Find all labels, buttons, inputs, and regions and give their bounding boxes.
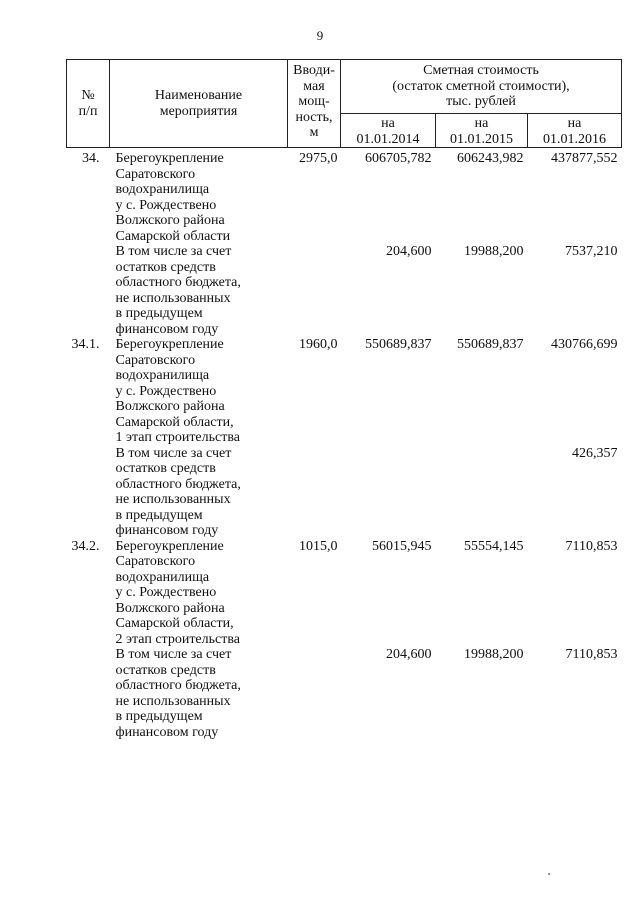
row-power (288, 446, 341, 539)
header-num-line: № (81, 88, 95, 103)
row-name-line: финансовом году (115, 321, 219, 337)
row-name-line: у с. Рождествено (115, 383, 217, 399)
header-power-line: Вводи- (293, 63, 335, 78)
row-value-2016: 7110,853 (565, 647, 618, 662)
row-name-line: 2 этап строительства (115, 631, 240, 647)
row-name-line: Волжского района (115, 213, 225, 228)
row-name-line: Берегоукрепление (115, 337, 224, 352)
header-cost-line: Сметная стоимость (423, 63, 539, 78)
row-power: 1960,0 (299, 337, 338, 352)
table-row (67, 446, 622, 539)
row-number (67, 446, 110, 539)
row-name-line: Волжского района (115, 399, 225, 414)
header-power-line: ность, (295, 109, 333, 125)
row-number: 34.2. (71, 538, 100, 554)
row-value-2016: 7110,853 (565, 538, 618, 554)
row-name (110, 539, 288, 648)
row-name-line: Волжского района (115, 600, 225, 616)
row-value-2016: 7537,210 (565, 244, 618, 259)
row-name-line: Самарской области, (115, 616, 234, 631)
row-name-line: 1 этап строительства (115, 430, 240, 445)
header-date-line: 01.01.2015 (450, 131, 513, 147)
row-power (288, 244, 341, 337)
row-name-line: остатков средств (115, 259, 216, 275)
header-row-top (67, 60, 622, 114)
row-name-line: областного бюджета, (115, 275, 241, 290)
row-value-2014 (341, 446, 436, 539)
table-row (67, 539, 622, 648)
row-power: 1015,0 (299, 538, 338, 554)
row-name (110, 446, 288, 539)
row-name-line: В том числе за счет (115, 244, 232, 259)
row-name-line: водохранилища (115, 182, 210, 197)
row-name-line: Саратовского (115, 554, 196, 569)
row-power (288, 647, 341, 740)
header-date-2015 (436, 114, 528, 148)
page-number: 9 (316, 28, 324, 43)
header-power-line: м (309, 125, 319, 140)
header-date-line: на (381, 116, 395, 131)
header-name (110, 60, 288, 148)
row-name-line: Берегоукрепление (115, 151, 224, 166)
row-value-2016: 430766,699 (551, 337, 618, 352)
table-row (67, 148, 622, 245)
header-name-line: мероприятия (159, 103, 238, 119)
row-name-line: в предыдущем (115, 306, 203, 321)
header-power (288, 60, 341, 148)
row-number (67, 244, 110, 337)
row-name-line: в предыдущем (115, 709, 203, 724)
table-row (67, 337, 622, 446)
row-name-line: Саратовского (115, 352, 196, 368)
row-value-2014: 550689,837 (365, 337, 432, 352)
row-name (110, 647, 288, 740)
header-date-2016 (528, 114, 622, 148)
row-name-line: у с. Рождествено (115, 197, 217, 213)
row-value-2016: 437877,552 (551, 151, 618, 166)
header-cost-line: (остаток сметной стоимости), (392, 78, 570, 94)
header-date-line: на (474, 116, 489, 131)
header-num-line: п/п (78, 103, 98, 119)
row-value-2014: 204,600 (386, 244, 432, 259)
row-name-line: финансовом году (115, 523, 219, 538)
header-date-2014 (341, 114, 436, 148)
row-name (110, 244, 288, 337)
row-name-line: финансовом году (115, 724, 219, 740)
row-value-2015: 55554,145 (464, 538, 524, 554)
row-value-2015 (436, 446, 528, 539)
header-cost-line: тыс. рублей (446, 94, 516, 109)
row-name-line: водохранилища (115, 569, 210, 585)
header-power-line: мая (303, 78, 325, 94)
cost-table (66, 59, 622, 740)
row-value-2015: 19988,200 (464, 647, 524, 662)
row-name-line: водохранилища (115, 368, 210, 383)
row-name-line: остатков средств (115, 662, 216, 678)
row-number (67, 647, 110, 740)
row-value-2014: 204,600 (386, 647, 432, 662)
row-name (110, 148, 288, 245)
scan-speck (548, 873, 550, 875)
row-name-line: В том числе за счет (115, 445, 232, 461)
table-row (67, 647, 622, 740)
row-name-line: у с. Рождествено (115, 585, 217, 600)
row-value-2016: 426,357 (572, 445, 618, 461)
row-value-2014: 606705,782 (365, 151, 432, 166)
header-name-line: Наименование (154, 88, 243, 103)
row-value-2015: 550689,837 (457, 337, 524, 352)
header-power-line: мощ- (298, 94, 330, 109)
row-number: 34. (82, 151, 100, 166)
header-num (67, 60, 110, 148)
row-name-line: Саратовского (115, 166, 196, 182)
header-cost (341, 60, 622, 114)
row-value-2014: 56015,945 (372, 538, 432, 554)
row-name-line: Самарской области, (115, 414, 234, 430)
row-name-line: Самарской области (115, 228, 231, 244)
row-name-line: остатков средств (115, 461, 216, 476)
header-date-line: 01.01.2016 (543, 131, 606, 147)
row-name-line: не использованных (115, 290, 231, 306)
row-name-line: Берегоукрепление (115, 538, 224, 554)
table-row (67, 244, 622, 337)
row-value-2015: 606243,982 (457, 151, 524, 166)
header-date-line: 01.01.2014 (356, 131, 420, 147)
row-name-line: областного бюджета, (115, 678, 241, 693)
row-name (110, 337, 288, 446)
row-name-line: В том числе за счет (115, 647, 232, 662)
row-power: 2975,0 (299, 151, 338, 166)
row-name-line: в предыдущем (115, 507, 203, 523)
row-name-line: не использованных (115, 492, 231, 507)
row-name-line: не использованных (115, 693, 231, 709)
row-number: 34.1. (71, 337, 100, 352)
row-name-line: областного бюджета, (115, 476, 241, 492)
row-value-2015: 19988,200 (464, 244, 524, 259)
header-date-line: на (567, 116, 582, 131)
